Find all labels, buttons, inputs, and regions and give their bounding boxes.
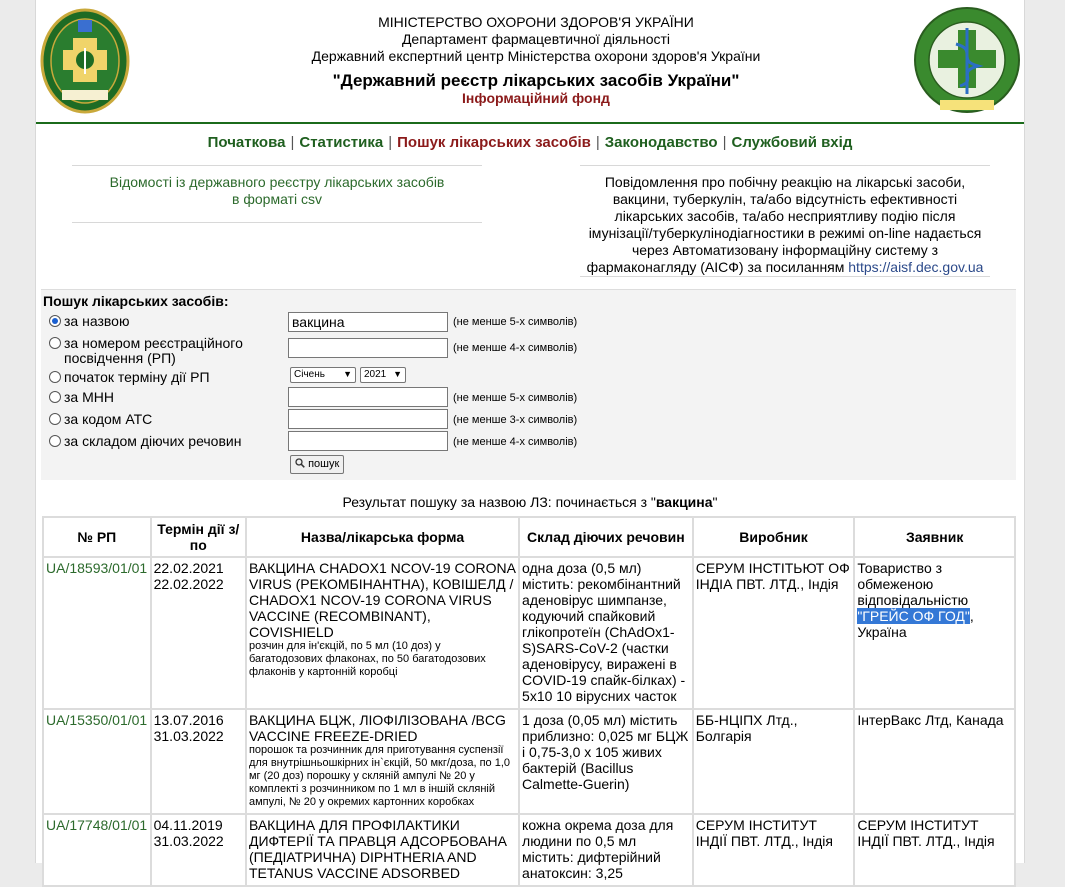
name-cell xyxy=(247,815,518,885)
header-text xyxy=(216,14,856,106)
label-by-start: початок терміну дії РП xyxy=(64,369,210,385)
info-row xyxy=(36,151,1024,279)
csv-download-link[interactable] xyxy=(72,165,482,223)
search-title: Пошук лікарських засобів: xyxy=(43,293,229,309)
date-to: 22.02.2022 xyxy=(153,576,224,592)
nav-item-statistics[interactable]: Статистика xyxy=(299,134,384,151)
name-input[interactable]: вакцина xyxy=(288,312,448,332)
radio-by-ingredients[interactable] xyxy=(49,435,61,447)
applicant-country: , Україна xyxy=(857,608,974,640)
search-icon xyxy=(295,458,305,468)
page xyxy=(35,0,1025,881)
radio-by-inn[interactable] xyxy=(49,391,61,403)
main-nav xyxy=(36,134,1024,151)
col-header-name: Назва/лікарська форма xyxy=(247,518,518,556)
notice-line: Повідомлення про побічну реакцію на лікарські засоби, xyxy=(604,174,966,190)
col-header-manufacturer: Виробник xyxy=(694,518,854,556)
chevron-down-icon: ▼ xyxy=(393,369,402,379)
applicant-cell: СЕРУМ ІНСТИТУТ ІНДІЇ ПВТ. ЛТД., Індія xyxy=(855,815,1014,885)
rp-number-link[interactable]: UA/18593/01/01 xyxy=(44,558,150,708)
table-row xyxy=(44,710,1014,813)
search-button-label: пошук xyxy=(308,458,340,470)
hint-atc: (не менше 3-х символів) xyxy=(453,414,578,426)
ministry-name: МІНІСТЕРСТВО ОХОРОНИ ЗДОРОВ'Я УКРАЇНИ xyxy=(378,14,694,30)
drug-name: ВАКЦИНА CHADOX1 NCOV-19 CORONA VIRUS (РЕКОМБІНАНТНА), КОВІШЕЛД / CHADOX1 NCOV-19 CORONA VIRUS VACCINE (RECOMBINANT), COVISHIELD xyxy=(248,560,516,640)
date-from: 22.02.2021 xyxy=(153,560,224,576)
drug-name: ВАКЦИНА ДЛЯ ПРОФІЛАКТИКИ ДИФТЕРІЇ ТА ПРАВЦЯ АДСОРБОВАНА (ПЕДІАТРИЧНА) DIPHTHERIA AND TETANUS VACCINE ADSORBED xyxy=(248,817,507,881)
notice-line: лікарських засобів, та/або несприятливу подію після xyxy=(614,208,956,224)
hint-inn: (не менше 5-х символів) xyxy=(453,392,578,404)
nav-item-legislation[interactable]: Законодавство xyxy=(604,134,718,151)
registry-subtitle: Інформаційний фонд xyxy=(462,90,610,106)
drug-name: ВАКЦИНА БЦЖ, ЛІОФІЛІЗОВАНА /BCG VACCINE FREEZE-DRIED xyxy=(248,712,506,744)
label-by-name: за назвою xyxy=(64,313,130,329)
nav-item-search[interactable]: Пошук лікарських засобів xyxy=(397,134,591,151)
notice-last-line xyxy=(580,259,990,276)
month-select[interactable] xyxy=(290,367,356,383)
table-row xyxy=(44,558,1014,708)
registry-title: "Державний реєстр лікарських засобів України" xyxy=(332,71,740,90)
label-by-inn: за МНН xyxy=(64,389,114,405)
result-suffix: " xyxy=(712,494,718,510)
col-header-composition: Склад діючих речовин xyxy=(520,518,692,556)
col-header-rp: № РП xyxy=(44,518,150,556)
hint-ingredients: (не менше 4-х символів) xyxy=(453,436,578,448)
composition-cell: одна доза (0,5 мл) містить: рекомбінантний аденовірус шимпанзе, кодуючий спайковий глікопротеїн (ChAdOx1-S)SARS-CoV-2 (частки аденовірусу, виражені в COVID-19 спайк-білках) - 5x10 10 вірусних часток xyxy=(520,558,692,708)
manufacturer-cell: СЕРУМ ІНСТІТЬЮТ ОФ ІНДІА ПВТ. ЛТД., Індія xyxy=(694,558,854,708)
manufacturer-cell: СЕРУМ ІНСТИТУТ ІНДІЇ ПВТ. ЛТД., Індія xyxy=(694,815,854,885)
drug-form: порошок та розчинник для приготування суспензії для внутрішньошкірних ін`єкцій, 50 мкг/доза, по 1,0 мг (20 доз) порошку у скляній ампулі № 20 у комплекті з розчинником по 1 мл в іншій скляній ампулі, № 20 у окремих картонних коробках xyxy=(248,744,511,808)
adverse-reaction-notice xyxy=(580,165,990,277)
radio-by-start-date[interactable] xyxy=(49,371,61,383)
notice-line: через Автоматизовану інформаційну систему з xyxy=(631,242,939,258)
inn-input[interactable] xyxy=(288,387,448,407)
nav-separator: | xyxy=(290,134,295,151)
date-from: 13.07.2016 xyxy=(153,712,224,728)
radio-by-reg-number[interactable] xyxy=(49,337,61,349)
nav-separator: | xyxy=(388,134,393,151)
rp-number-link[interactable]: UA/15350/01/01 xyxy=(44,710,150,813)
name-cell xyxy=(247,710,518,813)
chevron-down-icon: ▼ xyxy=(343,369,352,379)
notice-line: імунізації/туберкулінодіагностики в режимі on-line надається xyxy=(588,225,982,241)
csv-link-line1: Відомості із державного реєстру лікарських засобів xyxy=(109,174,445,190)
col-header-term: Термін дії з/ по xyxy=(152,518,245,556)
reg-number-input[interactable] xyxy=(288,338,448,358)
date-to: 31.03.2022 xyxy=(153,833,224,849)
result-summary xyxy=(36,494,1024,510)
term-cell xyxy=(152,710,245,813)
search-form xyxy=(41,289,1016,480)
label-by-reg-line1: за номером реєстраційного xyxy=(64,335,243,351)
result-query: вакцина xyxy=(655,494,713,510)
applicant-selected-text: "ГРЕЙС ОФ ГОД" xyxy=(857,608,970,624)
hint-name: (не менше 5-х символів) xyxy=(453,316,578,328)
radio-by-atc[interactable] xyxy=(49,413,61,425)
csv-link-line2: в форматі csv xyxy=(232,191,322,207)
applicant-cell: ІнтерВакс Лтд, Канада xyxy=(855,710,1014,813)
applicant-cell xyxy=(855,558,1014,708)
results-table xyxy=(42,516,1016,887)
ingredients-input[interactable] xyxy=(288,431,448,451)
manufacturer-cell: ББ-НЦІПХ Лтд., Болгарія xyxy=(694,710,854,813)
notice-line: фармаконагляду (АІСФ) за посиланням xyxy=(586,259,845,275)
hint-reg: (не менше 4-х символів) xyxy=(453,342,578,354)
month-value: Січень xyxy=(294,369,325,380)
search-button[interactable] xyxy=(290,455,344,474)
nav-separator: | xyxy=(722,134,727,151)
nav-separator: | xyxy=(595,134,600,151)
term-cell xyxy=(152,815,245,885)
site-header xyxy=(36,0,1024,124)
table-row xyxy=(44,815,1014,885)
label-by-reg-line2: посвідчення (РП) xyxy=(64,350,176,366)
drug-form: розчин для ін'єкцій, по 5 мл (10 доз) у багатодозових флаконах, по 50 багатодозових флаконів у картонній коробці xyxy=(248,640,486,678)
notice-line: вакцини, туберкулін, та/або відсутність ефективності xyxy=(612,191,958,207)
ministry-emblem-logo xyxy=(40,8,130,114)
applicant-text: Товариство з обмеженою відповідальністю xyxy=(857,560,969,608)
composition-cell: 1 доза (0,05 мл) містить приблизно: 0,025 мг БЦЖ і 0,75-3,0 x 105 живих бактерій (Bacillus Calmette-Guerin) xyxy=(520,710,692,813)
name-cell xyxy=(247,558,518,708)
col-header-applicant: Заявник xyxy=(855,518,1014,556)
expert-center-logo xyxy=(912,4,1022,116)
year-select[interactable] xyxy=(360,367,406,383)
department-name: Департамент фармацевтичної діяльності xyxy=(401,31,671,47)
year-value: 2021 xyxy=(364,369,387,380)
radio-by-name[interactable] xyxy=(49,315,61,327)
term-cell xyxy=(152,558,245,708)
nav-item-login[interactable]: Службовий вхід xyxy=(731,134,853,151)
date-to: 31.03.2022 xyxy=(153,728,224,744)
result-prefix: Результат пошуку за назвою ЛЗ: починається з " xyxy=(342,494,656,510)
date-from: 04.11.2019 xyxy=(153,817,223,833)
label-by-ingredients: за складом діючих речовин xyxy=(64,433,242,449)
rp-number-link[interactable]: UA/17748/01/01 xyxy=(44,815,150,885)
atc-input[interactable] xyxy=(288,409,448,429)
nav-item-home[interactable]: Початкова xyxy=(207,134,286,151)
aisf-link[interactable]: https://aisf.dec.gov.ua xyxy=(848,259,984,275)
label-by-atc: за кодом АТС xyxy=(64,411,153,427)
composition-cell: кожна окрема доза для людини по 0,5 мл містить: дифтерійний анатоксин: 3,25 xyxy=(520,815,692,885)
table-header-row xyxy=(44,518,1014,556)
center-name: Державний експертний центр Міністерства охорони здоров'я України xyxy=(311,48,761,64)
